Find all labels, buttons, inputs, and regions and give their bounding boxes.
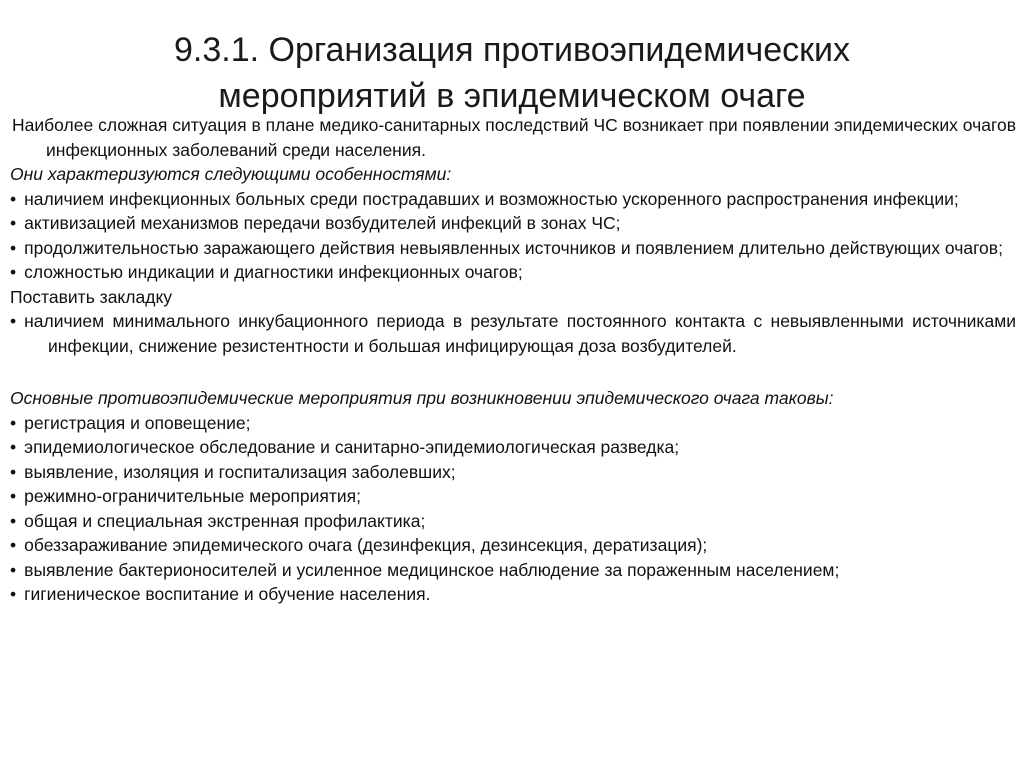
features-heading: Они характеризуются следующими особенностями: xyxy=(10,164,452,184)
measure-text: гигиеническое воспитание и обучение населения. xyxy=(24,584,431,604)
bookmark-link[interactable]: Поставить закладку xyxy=(10,286,173,307)
feature-text: продолжительностью заражающего действия невыявленных источников и появлением длительно действующих очагов; xyxy=(24,237,1003,258)
slide-title xyxy=(60,27,964,119)
bullet-marker: • xyxy=(10,535,17,555)
bullet-marker: • xyxy=(10,262,17,282)
measure-text: выявление, изоляция и госпитализация заболевших; xyxy=(24,461,456,482)
feature-text: активизацией механизмов передачи возбудителей инфекций в зонах ЧС; xyxy=(24,213,621,233)
bullet-marker: • xyxy=(10,584,17,604)
feature-item-3 xyxy=(10,236,1016,261)
bullet-marker: • xyxy=(10,311,17,331)
measure-item-3 xyxy=(10,460,1016,485)
bullet-marker: • xyxy=(10,559,17,580)
measure-text: эпидемиологическое обследование и санитарно-эпидемиологическая разведка; xyxy=(24,437,680,457)
bullet-marker: • xyxy=(10,412,17,433)
measure-text: общая и специальная экстренная профилактика; xyxy=(24,510,426,531)
feature-item-5 xyxy=(10,309,1016,358)
bullet-marker: • xyxy=(10,486,17,506)
bullet-marker: • xyxy=(10,510,17,531)
feature-text: наличием инфекционных больных среди пострадавших и возможностью ускоренного распространения инфекции; xyxy=(24,188,959,209)
measure-text: выявление бактерионосителей и усиленное медицинское наблюдение за пораженным населением; xyxy=(24,559,840,580)
measure-item-7 xyxy=(10,558,1016,583)
measure-text: режимно-ограничительные мероприятия; xyxy=(24,486,362,506)
measures-heading: Основные противоэпидемические мероприятия при возникновении эпидемического очага таковы: xyxy=(10,388,834,408)
measure-text: обеззараживание эпидемического очага (дезинфекция, дезинсекция, дератизация); xyxy=(24,535,708,555)
measure-text: регистрация и оповещение; xyxy=(24,412,251,433)
intro-paragraph: Наиболее сложная ситуация в плане медико-санитарных последствий ЧС возникает при появлении эпидемических очагов инфекционных заболеваний среди населения. xyxy=(12,115,1016,160)
measure-item-1 xyxy=(10,411,1016,436)
bullet-marker: • xyxy=(10,213,17,233)
title-line-2: мероприятий в эпидемическом очаге xyxy=(218,76,806,115)
title-line-1: 9.3.1. Организация противоэпидемических xyxy=(173,30,850,69)
feature-text: наличием минимального инкубационного периода в результате постоянного контакта с невыявленными источниками инфекции, снижение резистентности и большая инфицирующая доза возбудителей. xyxy=(24,311,1016,356)
measure-item-2 xyxy=(10,435,1016,460)
measure-item-5 xyxy=(10,509,1016,534)
spacer xyxy=(10,358,1016,383)
feature-item-2 xyxy=(10,211,1016,236)
measure-item-6 xyxy=(10,533,1016,558)
measure-item-8 xyxy=(10,582,1016,607)
measure-item-4 xyxy=(10,484,1016,509)
bullet-marker: • xyxy=(10,437,17,457)
bullet-marker: • xyxy=(10,461,17,482)
feature-item-1 xyxy=(10,187,1016,212)
feature-item-4 xyxy=(10,260,1016,285)
slide-body xyxy=(10,113,1016,607)
bullet-marker: • xyxy=(10,237,17,258)
bullet-marker: • xyxy=(10,188,17,209)
feature-text: сложностью индикации и диагностики инфекционных очагов; xyxy=(24,262,523,282)
